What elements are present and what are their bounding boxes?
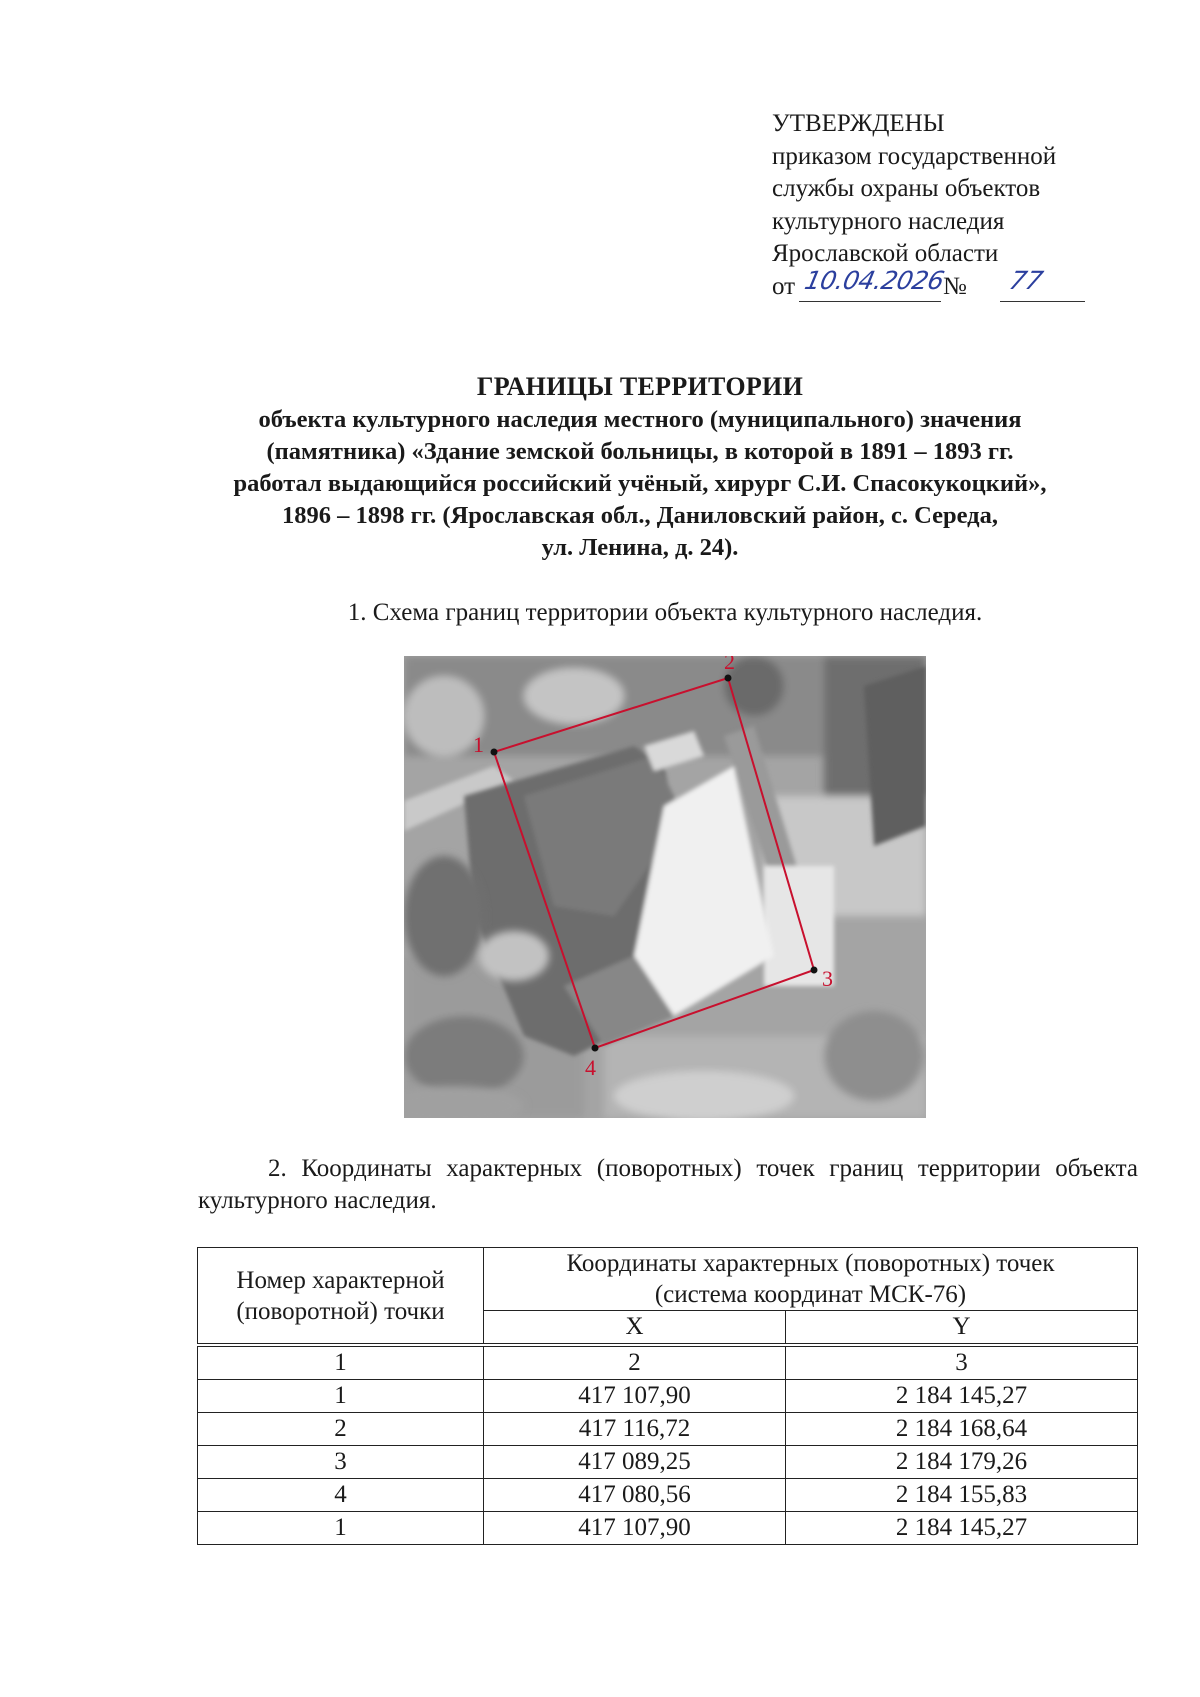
header-x: X bbox=[484, 1311, 786, 1346]
column-number: 2 bbox=[484, 1345, 786, 1380]
table-row bbox=[198, 1380, 1138, 1413]
column-number: 3 bbox=[786, 1345, 1138, 1380]
cell-y: 2 184 145,27 bbox=[786, 1512, 1138, 1545]
header-coordinates-line1: Координаты характерных (поворотных) точек bbox=[566, 1250, 1055, 1277]
cell-point: 4 bbox=[198, 1479, 484, 1512]
section-1-heading: 1. Схема границ территории объекта культурного наследия. bbox=[347, 599, 983, 626]
title-subline: (памятника) «Здание земской больницы, в которой в 1891 – 1893 гг. bbox=[266, 438, 1014, 465]
table-row bbox=[198, 1512, 1138, 1545]
table-row bbox=[198, 1446, 1138, 1479]
cell-x: 417 107,90 bbox=[484, 1380, 786, 1413]
table-row bbox=[198, 1413, 1138, 1446]
title-main: ГРАНИЦЫ ТЕРРИТОРИИ bbox=[476, 372, 804, 401]
point-label-4: 4 bbox=[585, 1055, 596, 1080]
date-field bbox=[799, 263, 947, 302]
handwritten-date: 10.04.2026 bbox=[802, 265, 947, 295]
approval-line: Ярославской области bbox=[772, 240, 999, 267]
approval-heading: УТВЕРЖДЕНЫ bbox=[772, 110, 945, 137]
boundary-overlay bbox=[404, 656, 926, 1118]
cell-x: 417 080,56 bbox=[484, 1479, 786, 1512]
boundary-point-3 bbox=[811, 967, 818, 974]
cell-y: 2 184 168,64 bbox=[786, 1413, 1138, 1446]
title-subline: работал выдающийся российский учёный, хирург С.И. Спасокукоцкий», bbox=[233, 470, 1047, 497]
document-title bbox=[150, 370, 1130, 564]
boundary-polygon bbox=[494, 678, 814, 1048]
title-subline: 1896 – 1898 гг. (Ярославская обл., Даниловский район, с. Середа, bbox=[282, 502, 998, 529]
approval-line: культурного наследия bbox=[772, 207, 1005, 235]
from-label: от bbox=[772, 272, 796, 300]
table-row bbox=[198, 1479, 1138, 1512]
cell-y: 2 184 179,26 bbox=[786, 1446, 1138, 1479]
header-coordinates bbox=[484, 1248, 1138, 1311]
approval-line: службы охраны объектов bbox=[772, 175, 1041, 202]
approval-line: приказом государственной bbox=[772, 142, 1057, 170]
number-label: № bbox=[943, 272, 967, 300]
cell-point: 2 bbox=[198, 1413, 484, 1446]
boundary-point-4 bbox=[592, 1045, 599, 1052]
cell-y: 2 184 155,83 bbox=[786, 1479, 1138, 1512]
handwritten-number: 77 bbox=[1006, 265, 1046, 295]
header-coordinates-line2: (система координат МСК-76) bbox=[654, 1281, 967, 1308]
point-label-1: 1 bbox=[473, 732, 484, 757]
title-subline: объекта культурного наследия местного (муниципального) значения bbox=[258, 406, 1022, 433]
column-number-row bbox=[198, 1345, 1138, 1380]
cell-x: 417 107,90 bbox=[484, 1512, 786, 1545]
cell-point: 1 bbox=[198, 1512, 484, 1545]
cell-x: 417 089,25 bbox=[484, 1446, 786, 1479]
approval-block bbox=[772, 108, 1112, 305]
header-point-number: Номер характерной (поворотной) точки bbox=[198, 1248, 484, 1346]
approval-date-number-row bbox=[772, 265, 1112, 305]
point-label-3: 3 bbox=[822, 966, 833, 991]
boundary-map bbox=[404, 656, 926, 1118]
coordinates-table bbox=[197, 1247, 1138, 1545]
cell-point: 3 bbox=[198, 1446, 484, 1479]
title-subline: ул. Ленина, д. 24). bbox=[541, 534, 739, 561]
cell-x: 417 116,72 bbox=[484, 1413, 786, 1446]
cell-y: 2 184 145,27 bbox=[786, 1380, 1138, 1413]
header-y: Y bbox=[786, 1311, 1138, 1346]
boundary-point-1 bbox=[491, 749, 498, 756]
boundary-point-2 bbox=[725, 675, 732, 682]
number-field bbox=[1000, 263, 1085, 302]
cell-point: 1 bbox=[198, 1380, 484, 1413]
section-2-heading: 2. Координаты характерных (поворотных) точек границ территории объекта культурного наследия. bbox=[198, 1155, 1138, 1214]
column-number: 1 bbox=[198, 1345, 484, 1380]
point-label-2: 2 bbox=[724, 656, 735, 674]
